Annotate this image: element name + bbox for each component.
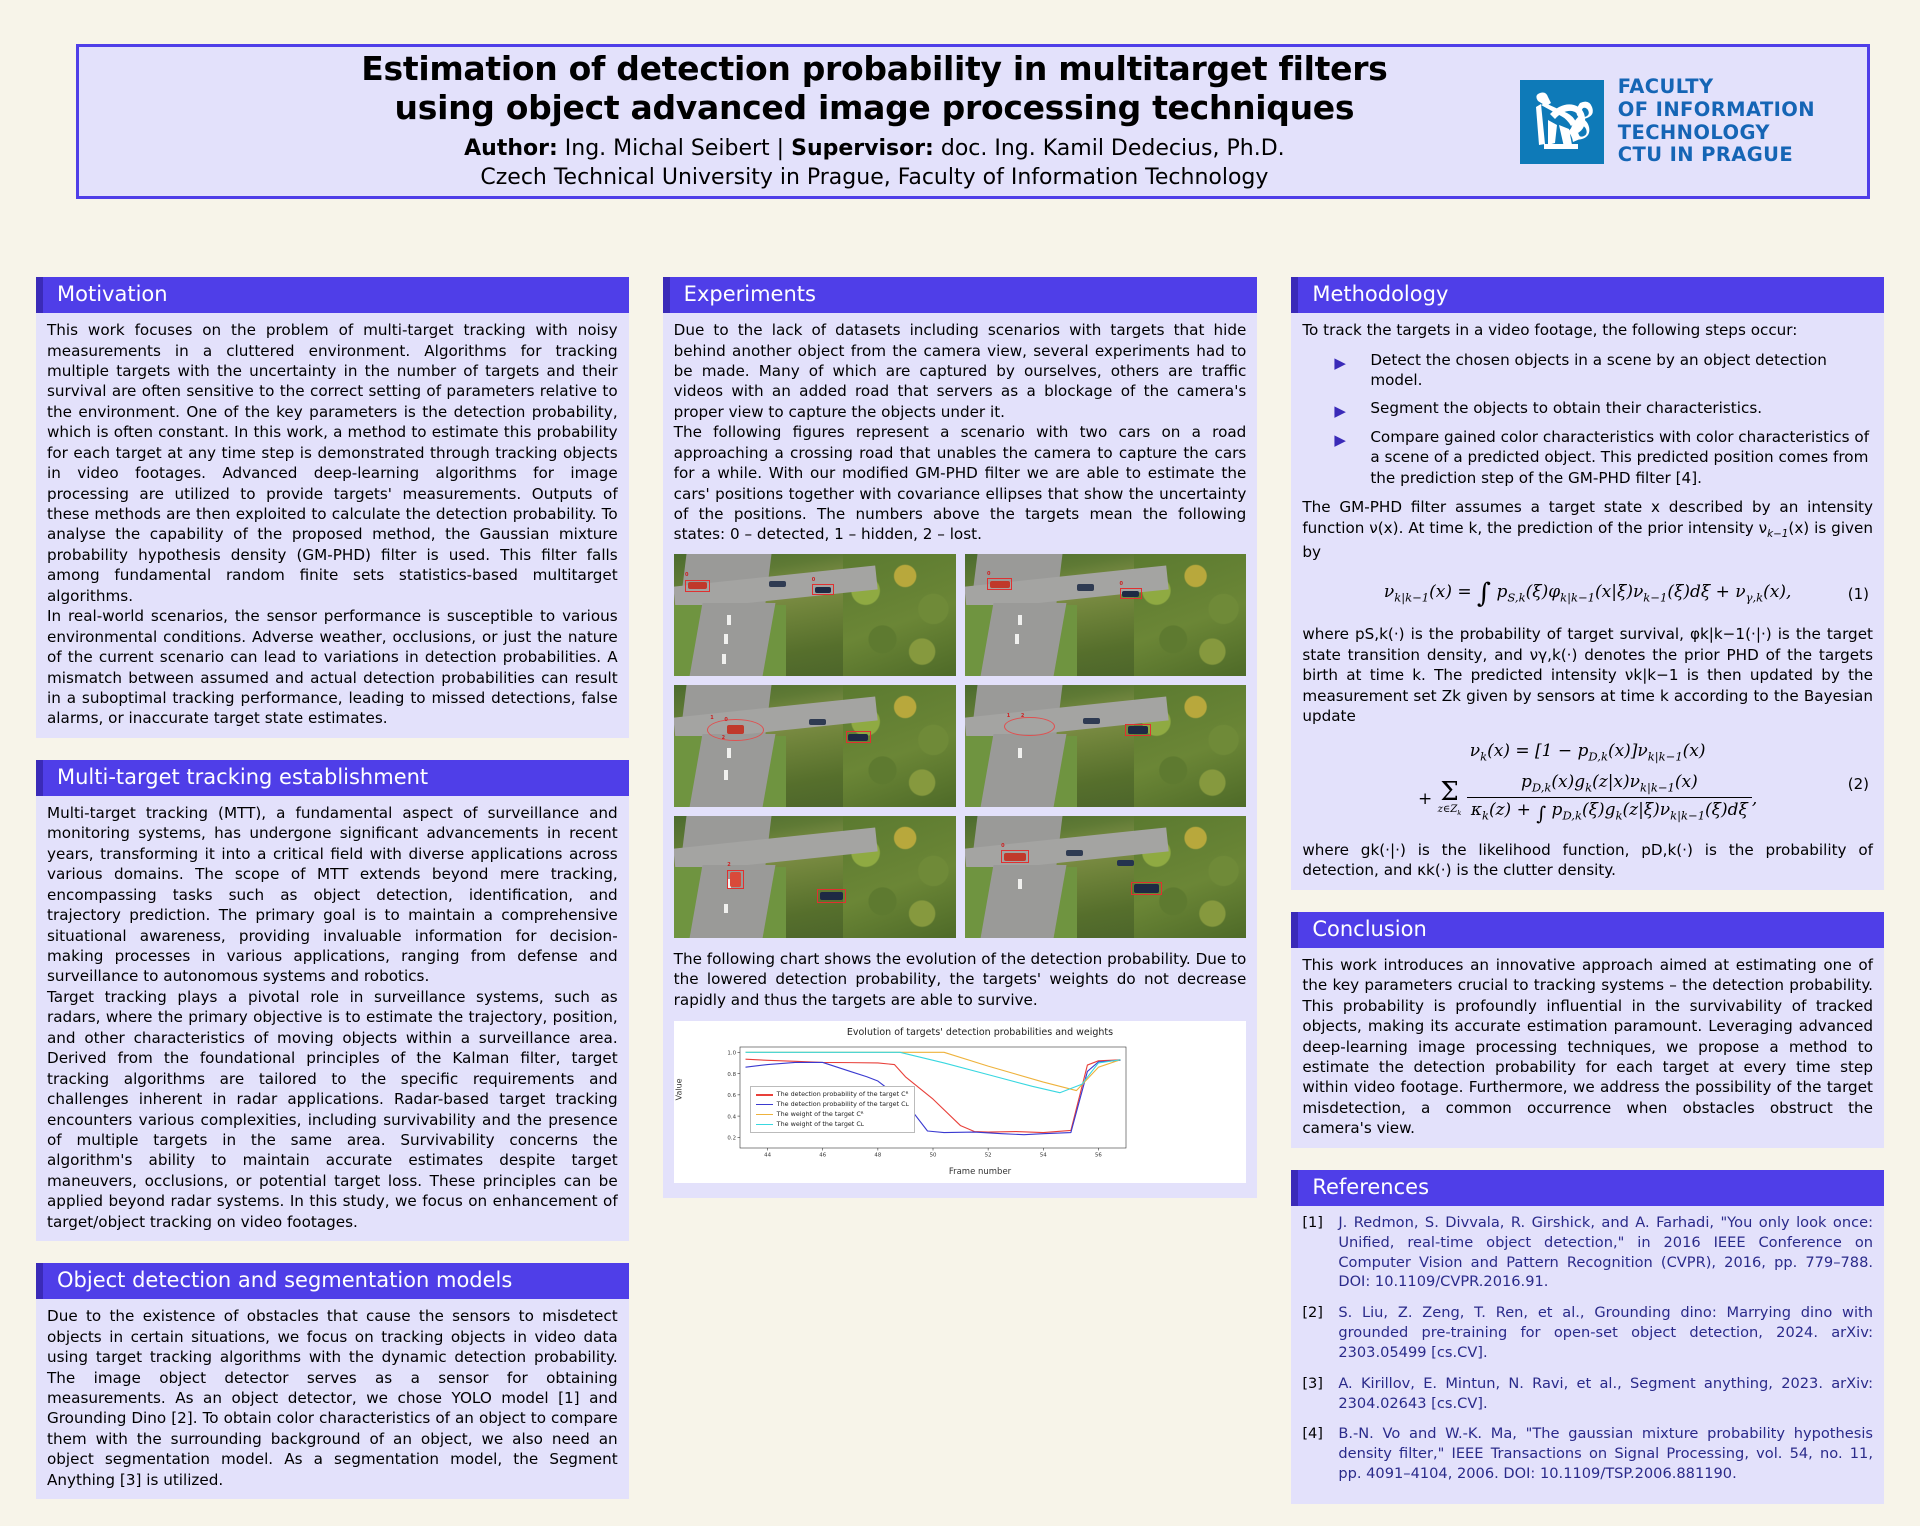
methodology-step-3-text: Compare gained color characteristics with color characteristics of a scene of a predicted object. This predicted position comes from the prediction step of the GM-PHD filter [4]. [1370,427,1870,487]
mtt-paragraph-2: Target tracking plays a pivotal role in surveillance systems, such as radars, where the primary objective is to estimate the trajectory, position, and other characteristics of moving objects within a surveillance area. Derived from the foundational principles of the Kalman filter, target tracking algorithms are tailored to the specific requirements and challenges inherent in radar applications. Radar-based target tracking encounters various complexities, including survivability and the presence of multiple targets in the same area. Survivability concerns the algorithm's ability to maintain accurate estimates despite target maneuvers, occlusions, or potential target loss. These principles can be applied beyond radar systems. In this study, we focus on enhancement of target/object tracking on video footages. [47,987,618,1231]
section-body-detection-models [36,1299,629,1499]
column-right [1291,277,1884,1526]
section-detection-models [36,1263,629,1499]
logo-line-3: TECHNOLOGY [1617,120,1770,144]
section-heading-mtt: Multi-target tracking establishment [36,760,629,796]
methodology-gmphd-sub: k−1 [1767,527,1789,540]
section-references [1291,1170,1884,1504]
experiment-frame-3 [674,685,956,807]
frame-3-state-label: 1 [710,715,714,722]
section-body-mtt [36,796,629,1241]
reference-item [1302,1213,1873,1292]
chart-legend-swatch [756,1104,773,1106]
authors-line [229,135,1520,164]
equation-1-number: (1) [1847,585,1869,604]
logo-line-4: CTU IN PRAGUE [1617,143,1794,167]
reference-text: B.-N. Vo and W.-K. Ma, "The gaussian mixture probability hypothesis density filter," IEEE Transactions on Signal Processing, vol. 54, no. 11, pp. 4091–4104, 2006. DOI: 10.1109/TSP.2006.881190. [1338,1425,1873,1483]
experiment-frame-5 [674,816,956,938]
chart-legend-label: The detection probability of the target Cʟ [776,1099,909,1108]
section-experiments [663,277,1258,1198]
methodology-step-1 [1334,350,1873,391]
methodology-after-eq1: where pS,k(·) is the probability of target survival, φk|k−1(·|·) is the target state transition density, and νγ,k(·) denotes the prior PHD of the targets birth at time k. The predicted intensity νk|k−1 is then updated by the measurement set Zk given by sensors at time k according to the Bayesian update [1302,625,1873,726]
logo-line-1: FACULTY [1617,74,1714,98]
section-body-conclusion [1291,948,1884,1148]
methodology-after-eq2: where gk(·|·) is the likelihood function, pD,k(·) is the probability of detection, and κk(·) is the clutter density. [1302,840,1873,880]
supervisor-label: Supervisor: [791,136,934,162]
svg-text:48: 48 [874,1152,881,1159]
section-body-experiments [663,313,1258,1198]
chart-legend-item [756,1110,909,1120]
equation-2-line-2: + Σ $z\in Z_k$ $\frac{p_{D,k}(x)g_k(z|x)\nu_{k|k-1}(x)}{\kappa_k(z) + \int p_{D,k}(\xi)g_k(z|\xi)\nu_{k|k-1}(\xi)d\xi}$ , [1302,771,1873,827]
section-body-motivation [36,313,629,738]
poster-columns [36,277,1884,1526]
section-body-references [1291,1206,1884,1504]
section-heading-experiments: Experiments [663,277,1258,313]
chart-y-axis-label: Value [674,1078,684,1101]
page-title [229,50,1520,128]
detection-probability-chart [674,1021,1247,1183]
svg-text:46: 46 [818,1152,826,1159]
frame-4-state-label: 1 [1006,712,1011,719]
chart-legend-swatch [756,1094,773,1096]
chart-legend-label: The weight of the target Cʟ [776,1119,865,1128]
methodology-gmphd-intro [1302,497,1873,562]
frame-2-state-label: 0 [987,570,991,577]
frame-1-state-label: 0 [684,572,689,579]
methodology-gmphd-tail: (x) is given by [1302,518,1873,561]
experiments-paragraph-1: Due to the lack of datasets including scenarios with targets that hide behind another object from the camera view, several experiments had to be made. Many of which are captured by ourselves, others are traffic videos with an added road that servers as a blockage of the camera's proper view to capture the objects under it. [673,321,1247,421]
chart-legend-item [756,1120,909,1130]
equation-2-fraction: $\frac{p_{D,k}(x)g_k(z|x)\nu_{k|k-1}(x)}{\kappa_k(z) + \int p_{D,k}(\xi)g_k(z|\xi)\nu_{k|k-1}(\xi)d\xi}$ [1467,771,1752,827]
section-body-methodology [1291,313,1884,890]
section-motivation [36,277,629,738]
methodology-intro: To track the targets in a video footage, the following steps occur: [1302,321,1798,340]
author-label: Author: [464,136,558,162]
equation-2-line-1: $\nu_k(x) = [1 - p_{D,k}(x)]\nu_{k|k-1}(x)$ [1469,741,1706,764]
experiment-frame-grid [674,554,1247,938]
section-conclusion [1291,912,1884,1148]
column-left [36,277,629,1521]
chart-legend-item [756,1090,909,1100]
chart-x-axis-label: Frame number [948,1167,1012,1178]
methodology-steps-list [1302,350,1873,489]
svg-text:1.0: 1.0 [727,1050,736,1057]
reference-text: S. Liu, Z. Zeng, T. Ren, et al., Grounding dino: Marrying dino with grounded pre-training for open-set object detection, 2024. arXiv: 2303.05499 [cs.CV]. [1338,1304,1873,1361]
author-name: Ing. Michal Seibert [564,136,770,162]
section-heading-conclusion: Conclusion [1291,912,1884,948]
experiments-paragraph-3: The following chart shows the evolution of the detection probability. Due to the lowered detection probability, the targets' weights do not decrease rapidly and thus the targets are able to survive. [673,949,1247,1009]
svg-text:54: 54 [1039,1152,1047,1159]
supervisor-name: doc. Ing. Kamil Dedecius, Ph.D. [940,136,1285,162]
chart-legend-item [756,1100,909,1110]
svg-text:56: 56 [1094,1152,1102,1159]
experiments-paragraph-2: The following figures represent a scenario with two cars on a road approaching a crossing road that unables the camera to capture the cars for a while. With our modified GM-PHD filter we are able to estimate the cars' positions together with covariance ellipses that show the uncertainty of the positions. The numbers above the targets mean the following states: 0 – detected, 1 – hidden, 2 – lost. [673,423,1247,544]
frame-3-state-label-3: 2 [721,734,726,741]
svg-text:0.4: 0.4 [727,1114,736,1121]
reference-item [1302,1424,1873,1484]
chart-legend-label: The detection probability of the target Cᴿ [776,1089,909,1098]
triangle-bullet-icon: ▶ [1334,353,1346,372]
detection-models-paragraph-1: Due to the existence of obstacles that cause the sensors to misdetect objects in certain situations, we focus on tracking objects in video data using target tracking algorithms with the dynamic detection probability. The image object detector serves as a sensor for obtaining measurements. As an object detector, we chose YOLO model [1] and Grounding Dino [2]. To obtain color characteristics of an object to compare them with the surrounding background of an object, we also need an object segmentation model. As a segmentation model, the Segment Anything [3] is utilized. [47,1307,618,1489]
svg-text:44: 44 [763,1152,771,1159]
experiment-frame-1 [674,554,956,676]
frame-6-state-label: 0 [1001,842,1005,849]
frame-3-state-label-2: 0 [724,716,728,723]
ctu-fit-logo [1520,76,1815,167]
column-middle [663,277,1258,1220]
logo-line-2: OF INFORMATION [1617,97,1815,121]
reference-text: A. Kirillov, E. Mintun, N. Ravi, et al., Segment anything, 2023. arXiv: 2304.02643 [cs.CV]. [1338,1374,1873,1412]
ctu-lion-icon [1520,80,1604,164]
section-methodology [1291,277,1884,890]
equation-1 [1302,576,1873,612]
title-banner [76,44,1870,199]
frame-4-state-label-2: 2 [1020,712,1025,719]
triangle-bullet-icon: ▶ [1334,430,1346,449]
chart-legend [750,1086,915,1134]
title-line-2: using object advanced image processing techniques [394,88,1355,128]
experiment-frame-4 [965,685,1247,807]
svg-text:52: 52 [984,1152,992,1159]
frame-1-state-label-2: 0 [811,577,816,584]
svg-text:0.6: 0.6 [727,1093,736,1100]
chart-legend-label: The weight of the target Cᴿ [776,1109,864,1118]
conclusion-paragraph-1: This work introduces an innovative approach aimed at estimating one of the key parameters crucial to tracking systems – the detection probability. This probability is profoundly influential in the survivability of tracked objects, making its accurate estimation paramount. Leveraging advanced deep-learning image processing techniques, we propose a method to estimate the detection probability for each target at every time step within video footage. Furthermore, we address the possibility of the target misdetection, a common occurrence when obstacles obstruct the camera's view. [1302,955,1873,1138]
equation-1-body: $\nu_{k|k-1}(x)$ = ∫ $p_{S,k}(\xi)\varphi_{k|k-1}(x|\xi)\nu_{k-1}(\xi)d\xi + \nu_{\gamma,k}(x)$, [1383,577,1792,609]
experiment-frame-6 [965,816,1247,938]
methodology-step-2-text: Segment the objects to obtain their characteristics. [1370,399,1763,418]
equation-2 [1302,740,1873,827]
reference-item [1302,1303,1873,1363]
chart-plot-area [674,1042,1239,1169]
methodology-step-1-text: Detect the chosen objects in a scene by an object detection model. [1370,350,1827,389]
summation-symbol: Σ $z\in Z_k$ [1437,777,1462,818]
equation-2-number: (2) [1847,775,1869,794]
title-text-group [79,50,1520,192]
author-separator: | [776,136,785,162]
triangle-bullet-icon: ▶ [1334,402,1346,421]
reference-number: [1] [1302,1213,1324,1231]
motivation-paragraph-1: This work focuses on the problem of multi-target tracking with noisy measurements in a cluttered environment. Algorithms for tracking multiple targets with the uncertainty in the number of targets and their survival are often sensitive to the correct setting of parameters relative to the environment. One of the key parameters is the detection probability, which is often constant. In this work, a method to estimate this probability for each target at any time step is demonstrated through tracking objects in video footages. Advanced deep-learning algorithms for image processing are utilized to provide targets' measurements. Outputs of these methods are then exploited to calculate the detection probability. To analyse the capability of the proposed method, the Gaussian mixture probability hypothesis density (GM-PHD) filter is used. This filter falls among fundamental random finite sets statistics-based multitarget algorithms. [47,321,618,605]
frame-5-state-label: 2 [727,862,731,869]
frame-2-state-label-2: 0 [1119,580,1123,587]
chart-legend-swatch [756,1114,773,1116]
mtt-paragraph-1: Multi-target tracking (MTT), a fundamental aspect of surveillance and monitoring systems, has undergone significant advancements in recent years, transforming it into a critical field with diverse applications across various domains. The scope of MTT extends beyond mere tracking, encompassing tasks such as object detection, identification, and trajectory prediction. The primary goal is to maintain a comprehensive situational awareness, providing invaluable information for decision-making processes in various applications, ranging from defense and surveillance to autonomous systems and robotics. [47,803,618,986]
affiliation-line: Czech Technical University in Prague, Faculty of Information Technology [480,164,1269,190]
methodology-step-3 [1334,427,1873,488]
title-line-1: Estimation of detection probability in multitarget filters [361,49,1388,89]
chart-legend-swatch [756,1124,773,1126]
reference-number: [4] [1302,1425,1324,1443]
reference-number: [2] [1302,1304,1324,1322]
section-heading-detection-models: Object detection and segmentation models [36,1263,629,1299]
section-heading-references: References [1291,1170,1884,1206]
svg-text:50: 50 [929,1152,937,1159]
svg-text:0.2: 0.2 [727,1135,736,1142]
logo-text-block [1618,76,1815,167]
motivation-paragraph-2: In real-world scenarios, the sensor performance is susceptible to various environmental conditions. Adverse weather, occlusions, or just the nature of the current scenario can lead to variations in detection probabilities. A mismatch between assumed and actual detection probabilities can result in a suboptimal tracking performance, leading to missed detections, false alarms, or inaccurate target state estimates. [47,607,618,728]
section-heading-motivation: Motivation [36,277,629,313]
methodology-gmphd-intro-text: The GM-PHD filter assumes a target state x described by an intensity function ν(x). At time k, the prediction of the prior intensity ν [1302,498,1873,537]
reference-text: J. Redmon, S. Divvala, R. Girshick, and A. Farhadi, "You only look once: Unified, real-time object detection," in 2016 IEEE Conference on Computer Vision and Pattern Recognition (CVPR), 2016, pp. 779–788. DOI: 10.1109/CVPR.2016.91. [1338,1213,1873,1291]
reference-number: [3] [1302,1374,1324,1392]
chart-title: Evolution of targets' detection probabilities and weights [846,1027,1114,1039]
methodology-step-2 [1334,398,1873,421]
section-mtt [36,760,629,1241]
svg-text:0.8: 0.8 [727,1071,736,1078]
reference-item [1302,1374,1873,1414]
experiment-frame-2 [965,554,1247,676]
section-heading-methodology: Methodology [1291,277,1884,313]
